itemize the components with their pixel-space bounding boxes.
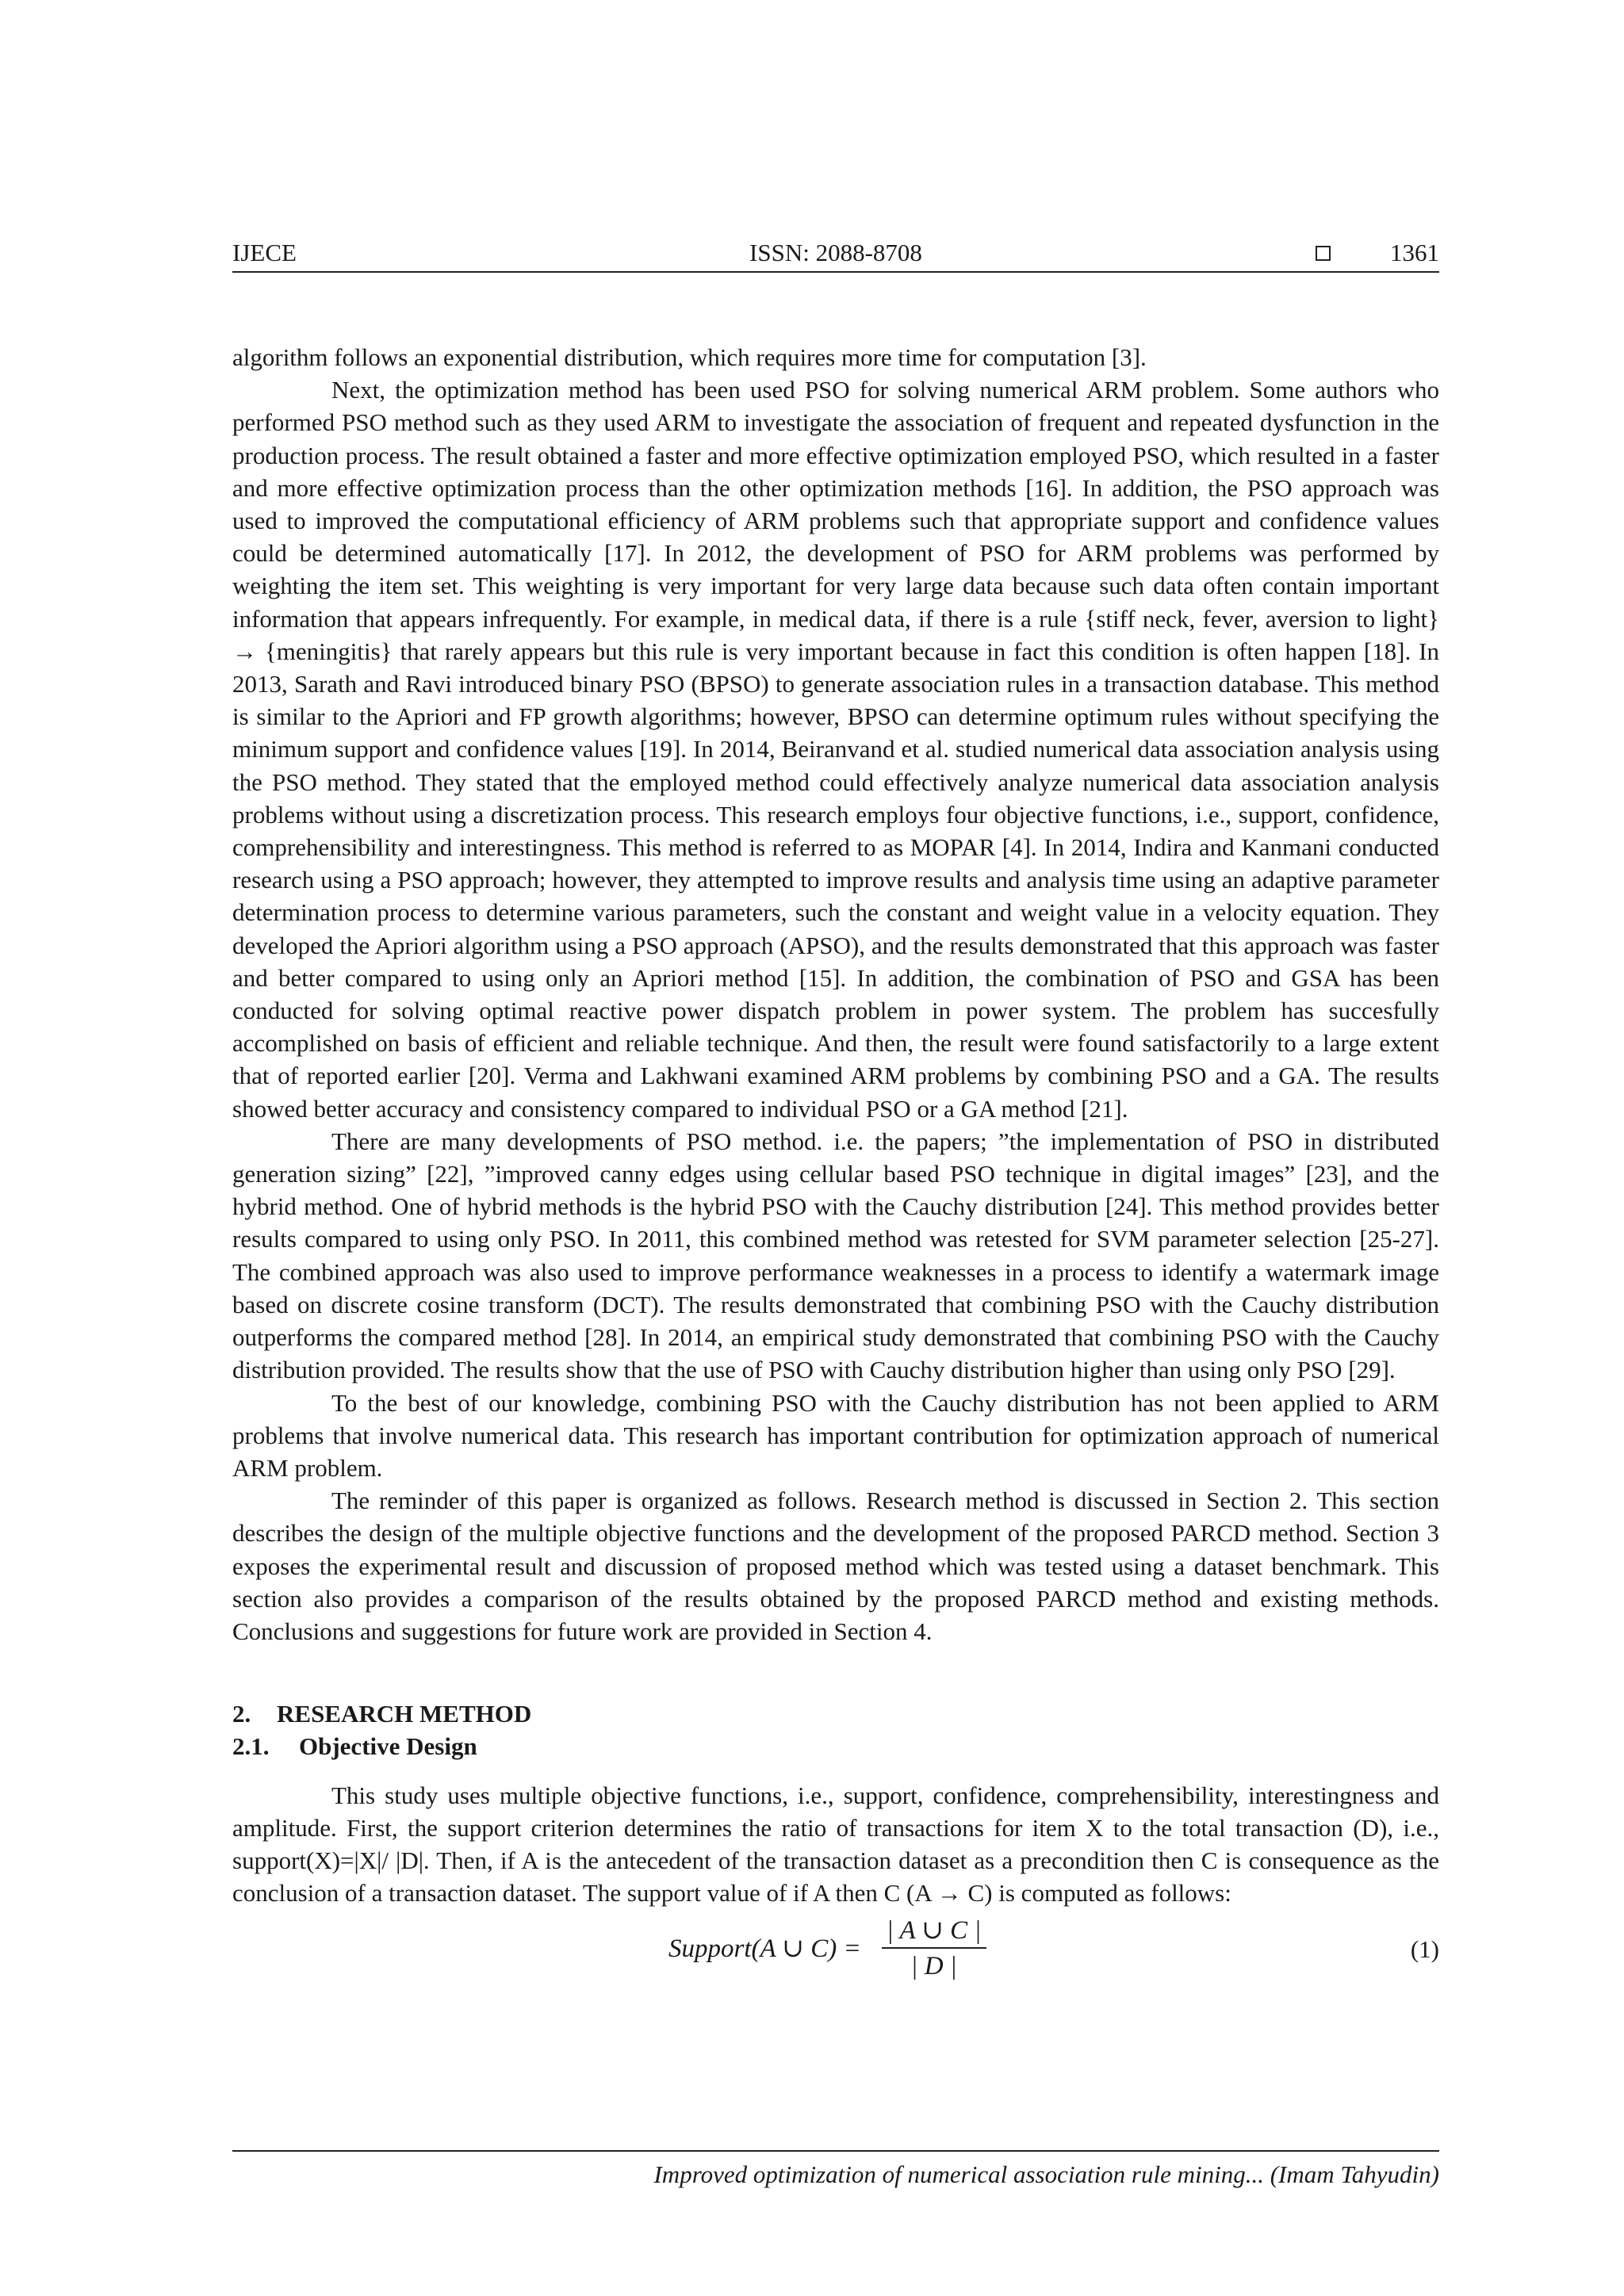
- subsection-title: Objective Design: [299, 1732, 477, 1761]
- running-header: [232, 235, 1439, 273]
- paragraph-1: algorithm follows an exponential distribution, which requires more time for computation [3].: [232, 343, 1147, 371]
- equation-lhs: Support(A ∪ C) =: [668, 1934, 861, 1963]
- footer-rule: [232, 2150, 1439, 2152]
- paragraph-2: Next, the optimization method has been used PSO for solving numerical ARM problem. Some authors who performed PSO method such as they used ARM to investigate the association of frequent and repeated dysfunction in the production process. The result obtained a faster and more effective optimization employed PSO, which resulted in a faster and more effective optimization process than the other optimization methods [16]. In addition, the PSO approach was used to improved the computational efficiency of ARM problems such that appropriate support and confidence values could be determined automatically [17]. In 2012, the development of PSO for ARM problems was performed by weighting the item set. This weighting is very important for very large data because such data often contain important information that appears infrequently. For example, in medical data, if there is a rule {stiff neck, fever, aversion to light} → {meningitis} that rarely appears but this rule is very important because in fact this condition is often happen [18]. In 2013, Sarath and Ravi introduced binary PSO (BPSO) to generate association rules in a transaction database. This method is similar to the Apriori and FP growth algorithms; however, BPSO can determine optimum rules without specifying the minimum support and confidence values [19]. In 2014, Beiranvand et al. studied numerical data association analysis using the PSO method. They stated that the employed method could effectively analyze numerical data association analysis problems without using a discretization process. This research employs four objective functions, i.e., support, confidence, comprehensibility and interestingness. This method is referred to as MOPAR [4]. In 2014, Indira and Kanmani conducted research using a PSO approach; however, they attempted to improve results and analysis time using an adaptive parameter determination process to determine various parameters, such the constant and weight value in a velocity equation. They developed the Apriori algorithm using a PSO approach (APSO), and the results demonstrated that this approach was faster and better compared to using only an Apriori method [15]. In addition, the combination of PSO and GSA has been conducted for solving optimal reactive power dispatch problem in power system. The problem has succesfully accomplished on basis of efficient and reliable technique. And then, the result were found satisfactorily to a large extent that of reported earlier [20]. Verma and Lakhwani examined ARM problems by combining PSO and a GA. The results showed better accuracy and consistency compared to individual PSO or a GA method [21].: [232, 376, 1439, 1123]
- section-heading: [232, 1697, 1439, 1730]
- issn: ISSN: 2088-8708: [749, 239, 922, 266]
- equation-numerator: | A ∪ C |: [882, 1914, 986, 1949]
- paragraph-4: To the best of our knowledge, combining PSO with the Cauchy distribution has not been applied to ARM problems that involve numerical data. This research has important contribution for optimization approach of numerical ARM problem.: [232, 1388, 1439, 1482]
- equation-body: [668, 1914, 986, 1984]
- body-text: [232, 341, 1439, 1988]
- section-title: RESEARCH METHOD: [277, 1700, 532, 1728]
- page-number-group: [1316, 235, 1439, 271]
- section-number: 2.: [232, 1700, 251, 1728]
- section-paragraph: This study uses multiple objective functions, i.e., support, confidence, comprehensibility, interestingness and amplitude. First, the support criterion determines the ratio of transactions for item X to the total transaction (D), i.e., support(X)=|X|/ |D|. Then, if A is the antecedent of the transaction dataset as a precondition then C is consequence as the conclusion of a transaction dataset. The support value of if A then C (A → C) is computed as follows:: [232, 1781, 1439, 1908]
- equation-fraction: [882, 1914, 986, 1984]
- running-footer: Improved optimization of numerical association rule mining... (Imam Tahyudin): [653, 2160, 1439, 2188]
- paragraph-3: There are many developments of PSO method. i.e. the papers; ”the implementation of PSO in distributed generation sizing” [22], ”improved canny edges using cellular based PSO technique in digital images” [23], and the hybrid method. One of hybrid methods is the hybrid PSO with the Cauchy distribution [24]. This method provides better results compared to using only PSO. In 2011, this combined method was retested for SVM parameter selection [25-27]. The combined approach was also used to improve performance weaknesses in a process to identify a watermark image based on discrete cosine transform (DCT). The results demonstrated that combining PSO with the Cauchy distribution outperforms the compared method [28]. In 2014, an empirical study demonstrated that combining PSO with the Cauchy distribution provided. The results show that the use of PSO with Cauchy distribution higher than using only PSO [29].: [232, 1127, 1439, 1384]
- equation-denominator: | D |: [910, 1952, 957, 1981]
- equation-1: [232, 1909, 1439, 1988]
- subsection-heading: [232, 1730, 1439, 1762]
- page-number: 1361: [1390, 239, 1439, 266]
- subsection-number: 2.1.: [232, 1732, 270, 1761]
- equation-number: (1): [1410, 1935, 1439, 1964]
- journal-name: IJECE: [232, 239, 297, 266]
- paragraph-5: The reminder of this paper is organized as follows. Research method is discussed in Section 2. This section describes the design of the multiple objective functions and the development of the proposed PARCD method. Section 3 exposes the experimental result and discussion of proposed method which was tested using a dataset benchmark. This section also provides a comparison of the results obtained by the proposed PARCD method and existing methods. Conclusions and suggestions for future work are provided in Section 4.: [232, 1487, 1439, 1645]
- square-icon: [1316, 246, 1331, 261]
